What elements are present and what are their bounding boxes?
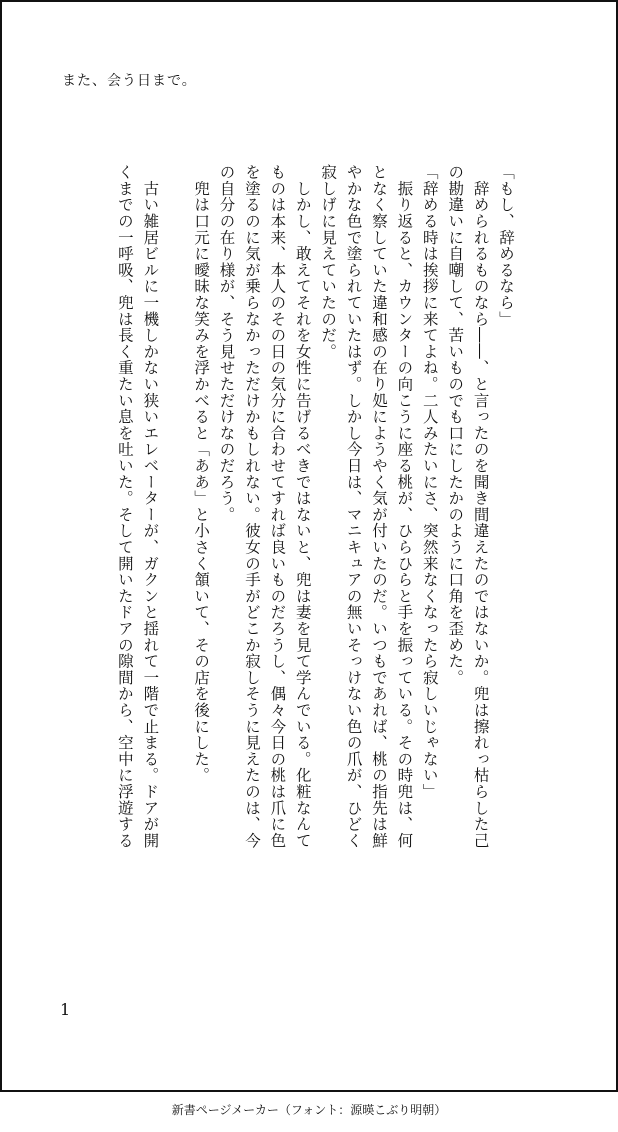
text-line: 辞められるものなら――、と言ったのを聞き間違えたのではないか。兜は擦れっ枯らした己 [471, 164, 490, 849]
text-line: 「もし、辞めるなら」 [497, 164, 515, 327]
text-line: 古い雑居ビルに一機しかない狭いエレベーターが、ガクンと揺れて一階で止まる。ドアが開 [141, 164, 160, 849]
running-header: また、会う日まで。 [62, 73, 197, 89]
text-line: 寂しげに見えていたのだ。 [319, 164, 338, 360]
text-line: しかし、敢えてそれを女性に告げるべきではないと、兜は妻を見て学んでいる。化粧なんて [293, 164, 312, 849]
text-line: 兜は口元に曖昧な笑みを浮かべると「ああ」と小さく頷いて、その店を後にした。 [192, 164, 211, 784]
footer-credit: 新書ページメーカー（フォント：源暎こぶり明朝） [171, 1103, 447, 1117]
text-line: の自分の在り様が、そう見せただけなのだろう。 [217, 164, 236, 523]
text-line: となく察していた違和感の在り処にようやく気が付いたのだ。いつもであれば、桃の指先は鮮 [369, 164, 388, 849]
body-text [112, 164, 519, 884]
text-line: を塗るのに気が乗らなかっただけかもしれない。彼女の手がどこか寂しそうに見えたのは、今 [242, 164, 261, 849]
text-line: やかな色で塗られていたはず。しかし今日は、マニキュアの無いそっけない色の爪が、ひどく [344, 164, 363, 849]
text-line: 「辞める時は挨拶に来てよね。二人みたいにさ、突然来なくなったら寂しいじゃない」 [420, 164, 439, 800]
blank-line [162, 164, 187, 884]
text-line: ものは本来、本人のその日の気分に合わせてすれば良いものだろうし、偶々今日の桃は爪に色 [268, 164, 287, 849]
text-line: くまでの一呼吸、兜は長く重たい息を吐いた。そして開いたドアの隙間から、空中に浮遊する [115, 164, 134, 849]
text-line: の勘違いに自嘲して、苦いものでも口にしたかのように口角を歪めた。 [446, 164, 465, 686]
page-number: 1 [60, 1000, 71, 1019]
text-line: 振り返ると、カウンターの向こうに座る桃が、ひらひらと手を振っている。その時兜は、何 [395, 164, 414, 849]
